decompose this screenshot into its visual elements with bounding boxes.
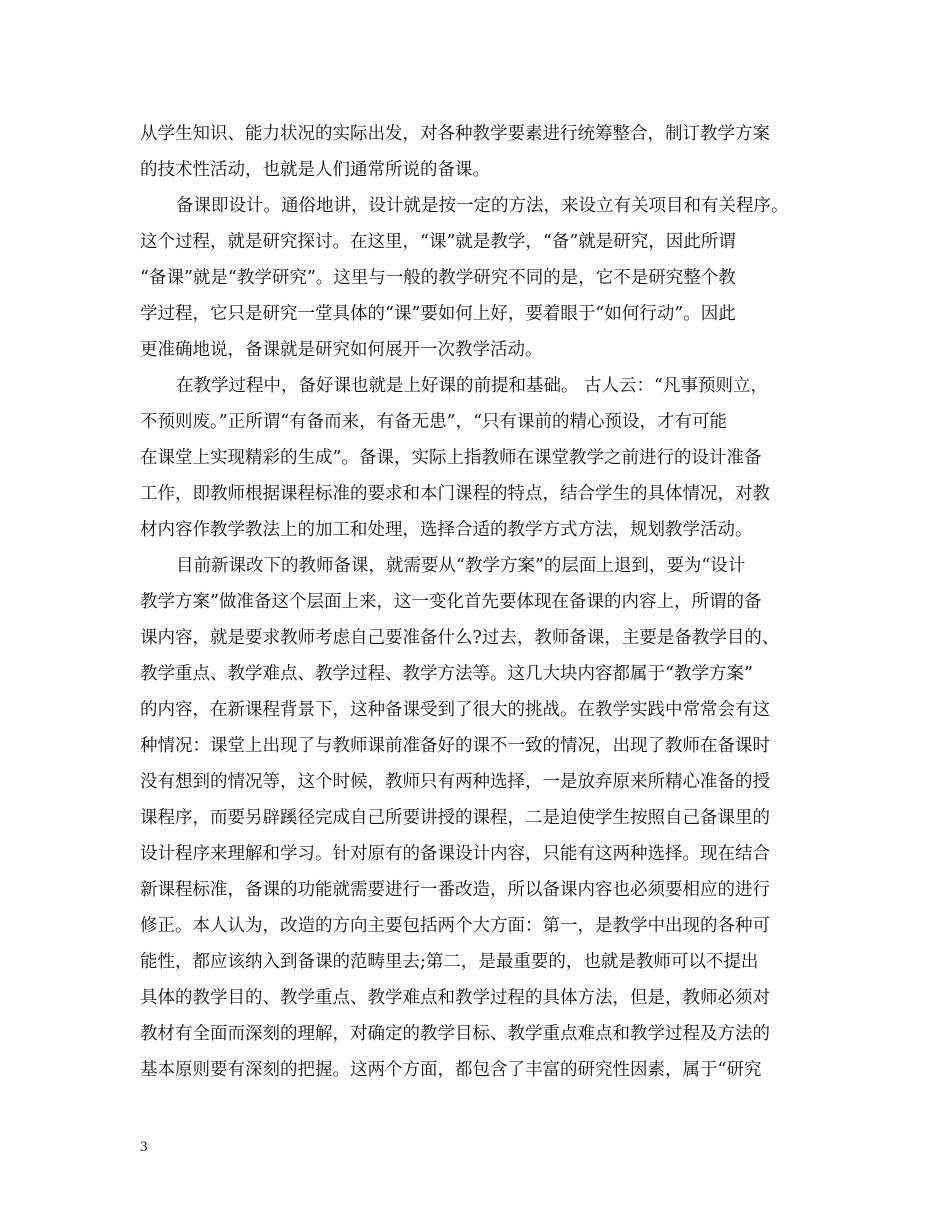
text-line: 设计程序来理解和学习。针对原有的备课设计内容，只能有这两种选择。现在结合 — [140, 844, 770, 864]
text-line: 教材有全面而深刻的理解，对确定的教学目标、教学重点难点和教学过程及方法的 — [140, 1024, 770, 1044]
text-line: 工作，即教师根据课程标准的要求和本门课程的特点，结合学生的具体情况，对教 — [140, 484, 770, 504]
text-line: 不预则废。”正所谓“有备而来，有备无患”，“只有课前的精心预设，才有可能 — [140, 412, 728, 432]
text-line: 新课程标准，备课的功能就需要进行一番改造，所以备课内容也必须要相应的进行 — [140, 880, 770, 900]
text-line: “备课”就是“教学研究”。这里与一般的教学研究不同的是，它不是研究整个教 — [140, 268, 736, 288]
paragraph-start-line: 在教学过程中，备好课也就是上好课的前提和基础。 古人云：“凡事预则立， — [176, 376, 769, 396]
page-number: 3 — [140, 1139, 148, 1155]
text-line: 这个过程，就是研究探讨。在这里，“课”就是教学，“备”就是研究，因此所谓 — [140, 232, 736, 252]
paragraph-start-line: 目前新课改下的教师备课，就需要从“教学方案”的层面上退到，要为“设计 — [176, 556, 746, 576]
text-line: 基本原则要有深刻的把握。这两个方面，都包含了丰富的研究性因素，属于“研究 — [140, 1060, 762, 1080]
text-line: 学过程，它只是研究一堂具体的“课”要如何上好，要着眼于“如何行动”。因此 — [140, 304, 736, 324]
text-line: 从学生知识、能力状况的实际出发，对各种教学要素进行统筹整合，制订教学方案 — [140, 124, 770, 144]
body-text — [140, 116, 820, 1088]
text-line: 课内容，就是要求教师考虑自己要准备什么?过去，教师备课，主要是备教学目的、 — [140, 628, 780, 648]
text-line: 没有想到的情况等，这个时候，教师只有两种选择，一是放弃原来所精心准备的授 — [140, 772, 770, 792]
text-line: 修正。本人认为，改造的方向主要包括两个大方面：第一，是教学中出现的各种可 — [140, 916, 770, 936]
text-line: 在课堂上实现精彩的生成”。备课，实际上指教师在课堂教学之前进行的设计准备 — [140, 448, 762, 468]
text-line: 的内容，在新课程背景下，这种备课受到了很大的挑战。在教学实践中常常会有这 — [140, 700, 770, 720]
text-line: 教学方案”做准备这个层面上来，这一变化首先要体现在备课的内容上，所谓的备 — [140, 592, 762, 612]
paragraph-start-line: 备课即设计。通俗地讲，设计就是按一定的方法，来设立有关项目和有关程序。 — [176, 196, 789, 216]
text-line: 更准确地说，备课就是研究如何展开一次教学活动。 — [140, 340, 543, 360]
text-line: 材内容作教学教法上的加工和处理，选择合适的教学方式方法，规划教学活动。 — [140, 520, 753, 540]
text-line: 具体的教学目的、教学重点、教学难点和教学过程的具体方法，但是，教师必须对 — [140, 988, 770, 1008]
text-line: 课程序，而要另辟蹊径完成自己所要讲授的课程，二是迫使学生按照自己备课里的 — [140, 808, 770, 828]
text-line: 教学重点、教学难点、教学过程、教学方法等。这几大块内容都属于“教学方案” — [140, 664, 753, 684]
text-line: 种情况：课堂上出现了与教师课前准备好的课不一致的情况，出现了教师在备课时 — [140, 736, 770, 756]
text-line: 的技术性活动，也就是人们通常所说的备课。 — [140, 160, 490, 180]
text-line: 能性，都应该纳入到备课的范畴里去;第二，是最重要的，也就是教师可以不提出 — [140, 952, 759, 972]
